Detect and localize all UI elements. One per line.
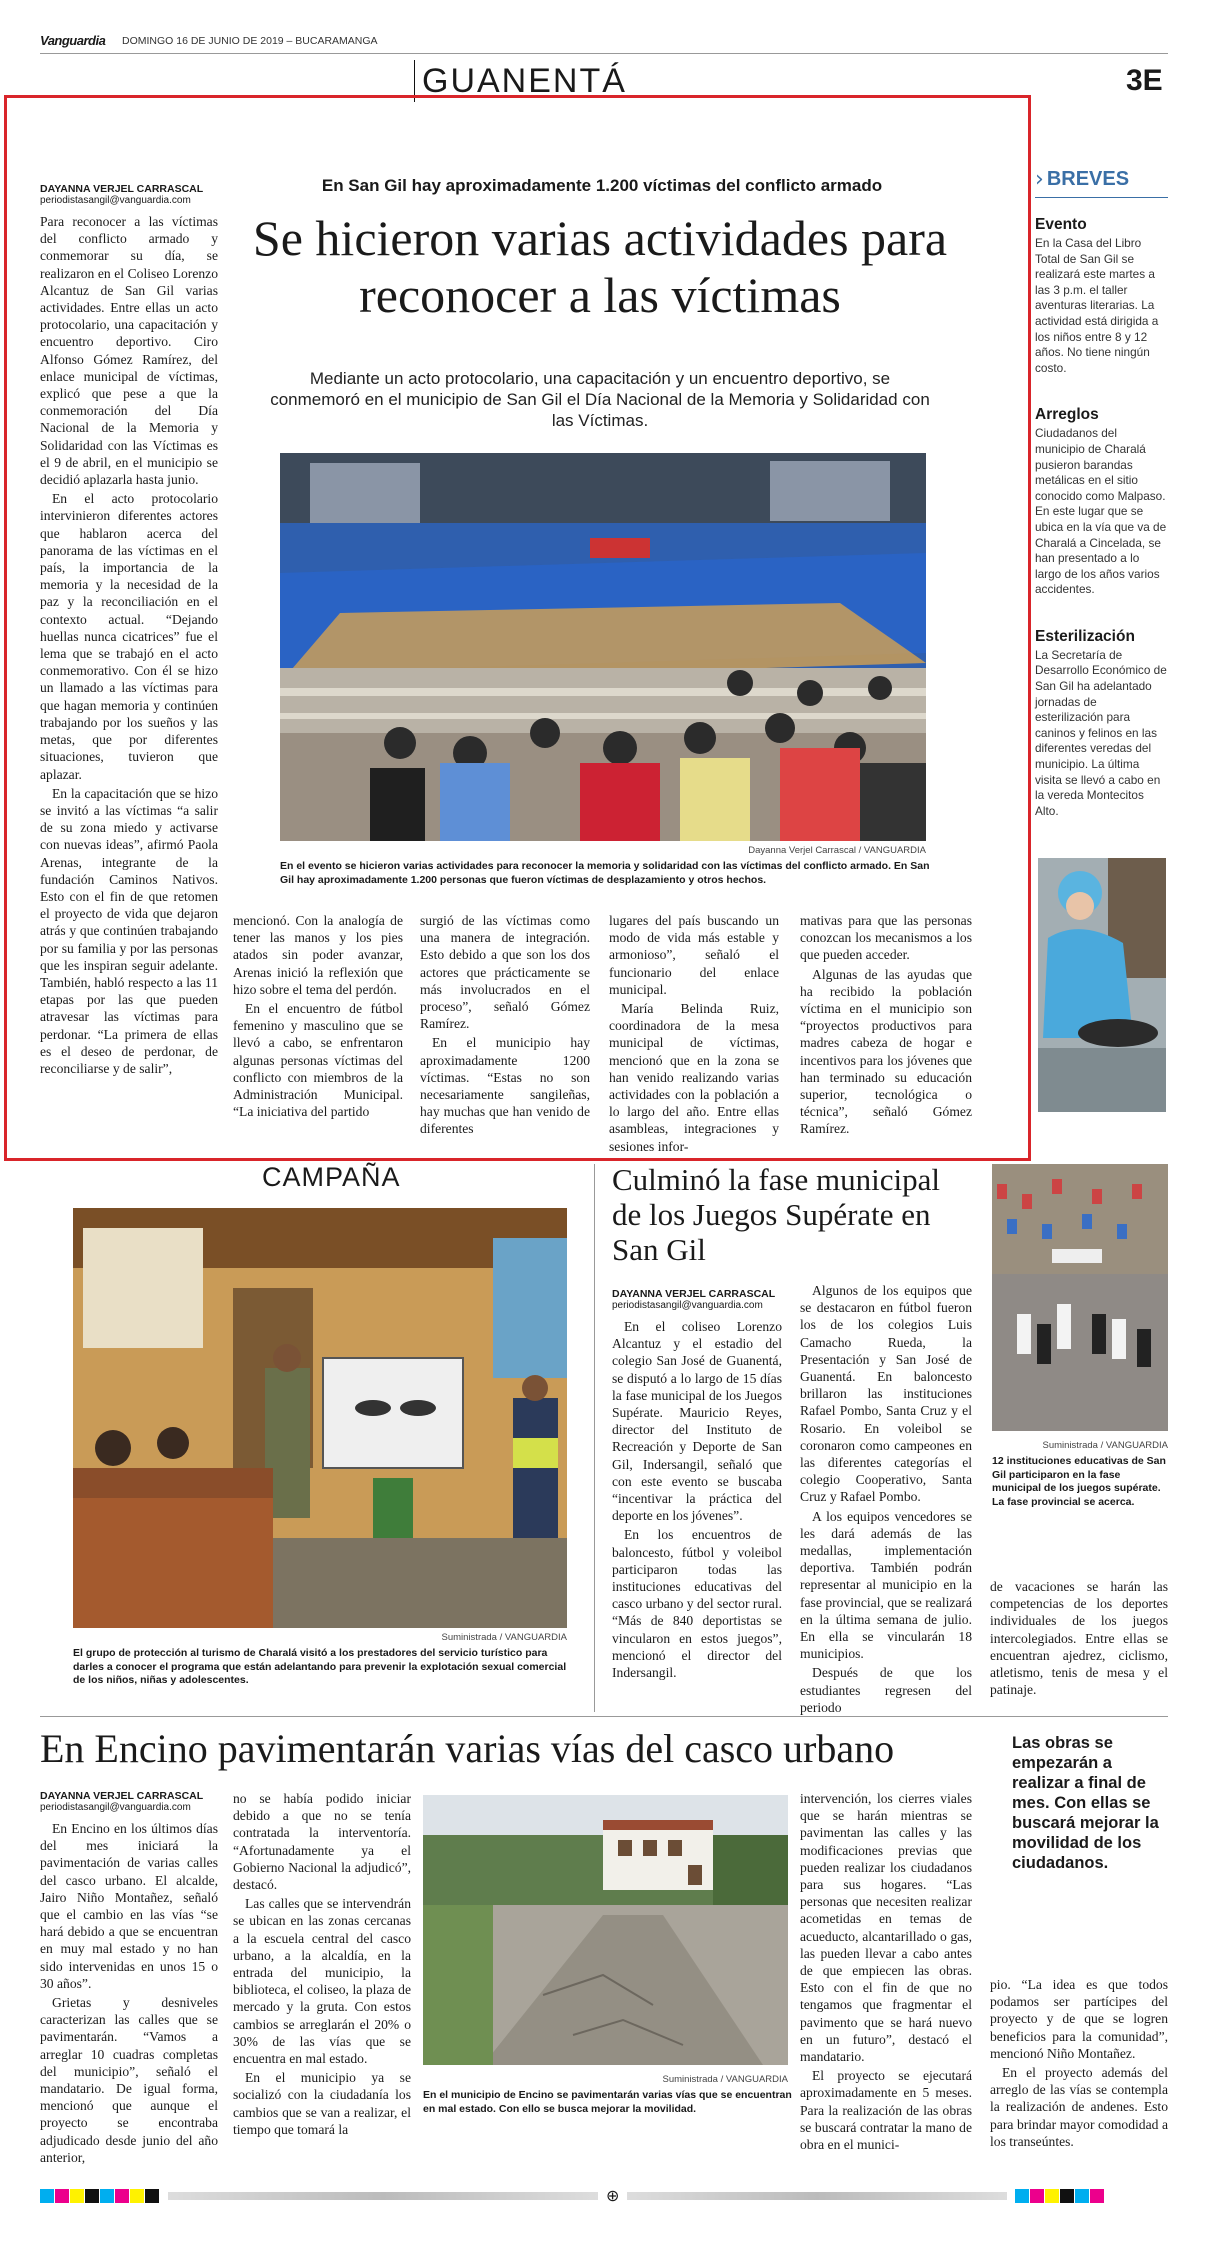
games-illustration: [992, 1164, 1168, 1431]
registration-mark-icon: ⊕: [606, 2186, 620, 2205]
main-caption: En el evento se hicieron varias actividades para reconocer la memoria y solidaridad con las víctimas del conflicto armado. En San Gil hay aproximadamente 1.200 personas que fueron víctimas de desplazamiento y otros hechos.: [280, 860, 930, 886]
color-swatch: [40, 2189, 54, 2203]
paragraph: A los equipos vencedores se les dará además de las medallas, implementación deportiva. También podrán representar al municipio en la fase provincial, que se realizará en la última semana de julio. En ella se vincularán 18 municipios.: [800, 1508, 972, 1662]
color-swatch: [1090, 2189, 1104, 2203]
page-number: 3E: [1126, 64, 1163, 97]
main-headline: Se hicieron varias actividades para reconocer a las víctimas: [252, 210, 948, 323]
briefs-header: [1035, 168, 1168, 191]
color-swatch: [85, 2189, 99, 2203]
campaign-photo-credit: Suministrada / VANGUARDIA: [441, 1632, 567, 1643]
games-col-2: [800, 1282, 972, 1718]
registration-bar: [40, 2188, 1168, 2204]
color-swatch: [115, 2189, 129, 2203]
paragraph: En el municipio ya se socializó con la ciudadanía los cambios que se van a realizar, el tiempo que tomará la: [233, 2070, 411, 2137]
campaign-label: CAMPAÑA: [262, 1162, 401, 1192]
paragraph: no se había podido iniciar debido a que no se tenía contratada la interventoría. “Afortunadamente ya el Gobierno Nacional la adjudicó”, destacó.: [233, 1791, 411, 1893]
main-byline: [40, 183, 203, 207]
main-col-2: [233, 912, 403, 1122]
dateline: DOMINGO 16 DE JUNIO DE 2019 – BUCARAMANGA: [122, 35, 378, 47]
byline-email: periodistasangil@vanguardia.com: [40, 195, 191, 206]
encino-illustration: [423, 1795, 788, 2065]
vertical-divider: [594, 1164, 595, 1712]
paragraph: mativas para que las personas conozcan los mecanismos a los que pueden acceder.: [800, 913, 972, 963]
vet-illustration: [1038, 858, 1166, 1112]
paragraph: María Belinda Ruiz, coordinadora de la mesa municipal de víctimas, mencionó que en la zona se han venido realizando varias actividades con la población a lo largo del año. Entre ellas asambleas, integraciones y sesiones infor-: [609, 1001, 779, 1154]
paragraph: En el coliseo Lorenzo Alcantuz y el estadio del colegio San José de Guanentá, se disputó a lo largo de 15 días la fase municipal de los Juegos Supérate. Mauricio Reyes, director del Instituto de Recreación y Deporte de San Gil, Indersangil, señaló que con este evento se buscaba “incentivar la práctica del deporte en los jóvenes”.: [612, 1319, 782, 1524]
briefs-chevron-icon: ›: [1035, 166, 1044, 192]
main-col-5: [800, 912, 972, 1140]
games-col-3: [990, 1578, 1168, 1700]
games-photo: [992, 1164, 1168, 1431]
color-swatch: [130, 2189, 144, 2203]
brief-text: La Secretaría de Desarrollo Económico de San Gil ha adelantado jornadas de esterilización para caninos y felinos en las diferentes veredas del municipio. La última visita se llevó a cabo en la vereda Montecitos Alto.: [1035, 647, 1167, 818]
main-photo-credit: Dayanna Verjel Carrascal / VANGUARDIA: [748, 845, 926, 856]
main-kicker: En San Gil hay aproximadamente 1.200 víctimas del conflicto armado: [321, 176, 883, 195]
paragraph: lugares del país buscando un modo de vida más estable y armonioso”, señaló el funcionario del enlace municipal.: [609, 913, 779, 997]
encino-col-4: [990, 1976, 1168, 2152]
encino-photo: [423, 1795, 788, 2065]
color-swatch: [145, 2189, 159, 2203]
color-swatch: [1060, 2189, 1074, 2203]
games-byline: [612, 1288, 775, 1312]
color-swatch: [1015, 2189, 1029, 2203]
brief-item: [1035, 216, 1168, 376]
paragraph: mencionó. Con la analogía de tener las manos y los pies atados sin poder avanzar, Arenas inició la reflexión que hizo sobre el tema del perdón.: [233, 913, 403, 997]
paragraph: En el encuentro de fútbol femenino y masculino que se llevó a cabo, se enfrentaron algunas personas víctimas del conflicto con miembros de la Administración Municipal. “La iniciativa del partido: [233, 1001, 403, 1120]
campaign-illustration: [73, 1208, 567, 1628]
main-col-3: [420, 912, 590, 1140]
paragraph: Grietas y desniveles caracterizan las calles que se pavimentarán. “Vamos a arreglar 10 cuadras completas del municipio”, señaló el mandatario. De igual forma, mencionó que aunque el proyecto se encontraba adjudicado desde junio del año anterior,: [40, 1995, 218, 2165]
paragraph: En el municipio hay aproximadamente 1200 víctimas. “Estas no son necesariamente sangileñas, hay muchas que han venido de diferentes: [420, 1035, 590, 1137]
color-swatch: [55, 2189, 69, 2203]
main-col-1: [40, 213, 218, 1079]
encino-photo-credit: Suministrada / VANGUARDIA: [662, 2074, 788, 2085]
arena-photo: [280, 453, 926, 841]
color-swatch: [70, 2189, 84, 2203]
campaign-photo: [73, 1208, 567, 1628]
games-headline: Culminó la fase municipal de los Juegos Supérate en San Gil: [612, 1162, 941, 1267]
paragraph: Las calles que se intervendrán se ubican en las zonas cercanas a la escuela central del casco urbano, a la alcaldía, en la entrada del municipio, la biblioteca, el coliseo, la plaza de mercado y la gruta. Con estos cambios se arreglarán el 20% o 30% de las vías que se encuentra en mal estado.: [233, 1896, 411, 2067]
byline-email: periodistasangil@vanguardia.com: [612, 1300, 763, 1311]
paragraph: Algunos de los equipos que se destacaron en fútbol fueron los de los colegios Luis Camacho Rueda, la Presentación y San José de Guanentá. En baloncesto brillaron las instituciones Rafael Pombo, Santa Cruz y el Rosario. En voleibol se coronaron como campeones en las diferentes categorías el colegio Cooperativo, Santa Cruz y Rafael Pombo.: [800, 1283, 972, 1505]
games-photo-credit: Suministrada / VANGUARDIA: [1042, 1440, 1168, 1451]
brief-item: [1035, 406, 1168, 598]
section-title: GUANENTÁ: [422, 62, 627, 100]
paragraph: En el acto protocolario intervinieron diferentes actores que hablaron acerca del panorama de las víctimas en el país, la importancia de la memoria y la necesidad de la paz y la reconciliación en el contexto actual. “Dejando huellas nunca cicatrices” fue el lema que se trabajó en el acto conmemorativo. Con él se hizo un llamado a las víctimas para que hagan memoria y continúen trabajando por los sueños y las metas, que por diferentes situaciones, tuvieron que aplazar.: [40, 491, 218, 782]
vet-photo: [1038, 858, 1166, 1112]
paragraph: surgió de las víctimas como una manera de integración. Esto debido a que son los dos actores que prácticamente se más involucrados en el proceso”, señaló Gómez Ramírez.: [420, 913, 590, 1032]
section-rule: [40, 1716, 1168, 1717]
arena-illustration: [280, 453, 926, 841]
paragraph: Después de que los estudiantes regresen del periodo: [800, 1665, 972, 1715]
paragraph: Algunas de las ayudas que ha recibido la población víctima en el municipio son “proyectos productivos para madres cabeza de hogar e incentivos para los jóvenes que han terminado su educación superior, tecnológica o técnica”, señaló Gómez Ramírez.: [800, 966, 972, 1137]
brief-item: [1035, 628, 1168, 820]
color-swatch: [1045, 2189, 1059, 2203]
gray-ramp: [627, 2192, 1007, 2200]
byline-name: DAYANNA VERJEL CARRASCAL: [40, 1790, 204, 1802]
color-swatch: [1030, 2189, 1044, 2203]
masthead: Vanguardia: [40, 33, 106, 48]
gray-ramp: [168, 2192, 598, 2200]
encino-caption: En el municipio de Encino se pavimentarán varias vías que se encuentran en mal estado. Con ello se busca mejorar la movilidad.: [423, 2089, 792, 2115]
campaign-caption: El grupo de protección al turismo de Charalá visitó a los prestadores del servicio turístico para darles a conocer el programa que están adelantando para prevenir la explotación sexual comercial de los niños, niñas y adolescentes.: [73, 1647, 567, 1686]
encino-headline: En Encino pavimentarán varias vías del casco urbano: [40, 1726, 895, 1771]
briefs-rule: [1035, 197, 1168, 198]
paragraph: intervención, los cierres viales que se harán mientras se pavimentan las calles y las modificaciones previas que pueden realizar los ciudadanos para sus hogares. “Las personas que necesiten realizar acometidas en temas de acueducto, alcantarillado o gas, las pueden llevar a cabo antes de que empiecen las obras. Esto con el fin de que no tengamos que fragmentar el pavimento que se hará nuevo en un futuro”, destacó el mandatario.: [800, 1791, 972, 2065]
color-swatch: [100, 2189, 114, 2203]
encino-col-2: [233, 1790, 411, 2140]
brief-text: En la Casa del Libro Total de San Gil se realizará este martes a las 3 p.m. el taller aventuras literarias. La actividad está dirigida a los niños entre 8 y 12 años. No tiene ningún costo.: [1035, 236, 1159, 375]
briefs-title: BREVES: [1046, 168, 1130, 190]
encino-col-3: [800, 1790, 972, 2155]
main-deck: Mediante un acto protocolario, una capacitación y un encuentro deportivo, se conmemoró en el municipio de San Gil el Día Nacional de la Memoria y Solidaridad con las Víctimas.: [270, 369, 930, 430]
byline-name: DAYANNA VERJEL CARRASCAL: [612, 1288, 776, 1300]
main-col-4: [609, 912, 779, 1157]
byline-name: DAYANNA VERJEL CARRASCAL: [40, 183, 204, 195]
encino-col-1: [40, 1820, 218, 2168]
byline-email: periodistasangil@vanguardia.com: [40, 1802, 191, 1813]
brief-title: Arreglos: [1035, 406, 1099, 424]
paragraph: En el proyecto además del arreglo de las vías se contempla la realización de andenes. Esto para brindar mayor comodidad a los transeúntes.: [990, 2065, 1168, 2149]
color-swatch: [1075, 2189, 1089, 2203]
brief-title: Evento: [1035, 216, 1087, 233]
brief-text: Ciudadanos del municipio de Charalá pusieron barandas metálicas en el sitio conocido como Malpaso. En este lugar que se ubica en la vía que va de Charalá a Cincelada, se han presentado a lo largo de los años varios accidentes.: [1035, 426, 1167, 597]
encino-byline: [40, 1790, 203, 1814]
games-caption: 12 instituciones educativas de San Gil participaron en la fase municipal de los juegos supérate. La fase provincial se acerca.: [992, 1455, 1166, 1508]
games-col-1: [612, 1318, 782, 1683]
header-rule: [40, 53, 1168, 54]
pull-quote: Las obras se empezarán a realizar a final de mes. Con ellas se buscará mejorar la movilidad de los ciudadanos.: [1012, 1734, 1159, 1872]
paragraph: pio. “La idea es que todos podamos ser partícipes del proyecto y de que se logren beneficios para la comunidad”, mencionó Niño Montañez.: [990, 1977, 1168, 2061]
paragraph: Para reconocer a las víctimas del conflicto armado y conmemorar su día, se realizaron en el Coliseo Lorenzo Alcantuz de San Gil varias actividades. Entre ellas un acto protocolario, una capacitación y encuentro deportivo. Ciro Alfonso Gómez Ramírez, del enlace municipal de víctimas, explicó que pese a que la conmemoración del Día Nacional de la Memoria y Solidaridad con las Víctimas es el 9 de abril, en el municipio se decidió aplazarla hasta junio.: [40, 214, 218, 488]
briefs-column: [1035, 168, 1168, 819]
paragraph: En la capacitación que se hizo se invitó a las víctimas “a salir de su zona miedo y activarse con nuevas ideas”, afirmó Paola Arenas, integrante de la fundación Caminos Nativos. Esto con el fin de que retomen el proyecto de vida que dejaron atrás y que continúen trabajando por su familia y por las personas que les inspiran seguir adelante. También, habló respecto a las 11 etapas por las que pueden atravesar las víctimas para perdonar. “La primera de ellas es el deseo de perdonar, de reconciliarse y de salir”,: [40, 785, 218, 1076]
brief-title: Esterilización: [1035, 627, 1135, 645]
paragraph: En Encino en los últimos días del mes iniciará la pavimentación de varias calles del casco urbano. El alcalde, Jairo Niño Montañez, señaló que el cambio en las vías “se hará debido a que se encuentran en muy mal estado y no han sido intervenidas en unos 15 o 30 años”.: [40, 1821, 218, 1991]
paragraph: En los encuentros de baloncesto, fútbol y voleibol participaron todas las instituciones educativas del casco urbano y del sector rural. “Más de 840 deportistas se vincularon en estos juegos”, mencionó el director del Indersangil.: [612, 1527, 782, 1681]
paragraph: El proyecto se ejecutará aproximadamente en 5 meses. Para la realización de las obras se buscará contratar la mano de obra en el munici-: [800, 2068, 972, 2153]
paragraph: de vacaciones se harán las competencias de los deportes individuales de los juegos intercolegiados. Entre ellas se encuentran ajedrez, ciclismo, atletismo, tenis de mesa y el patinaje.: [990, 1579, 1168, 1698]
